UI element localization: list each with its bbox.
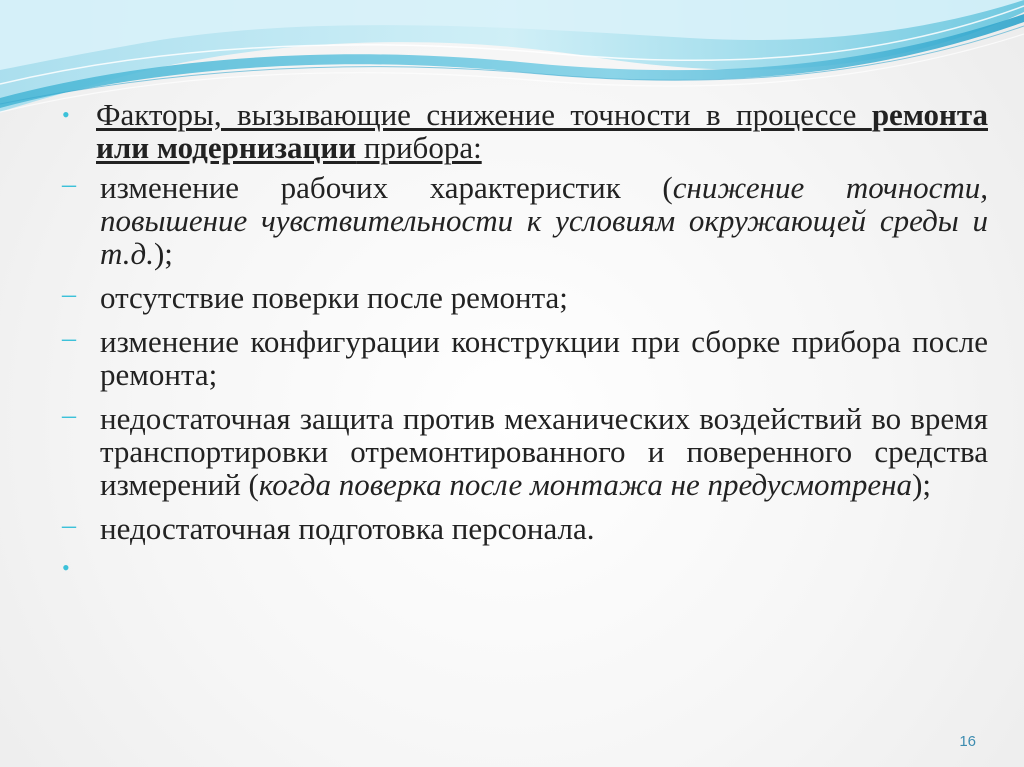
list-item-text: изменение рабочих характеристик (	[100, 170, 673, 205]
list-item-tail: );	[912, 467, 931, 502]
dash-marker-icon: –	[62, 323, 76, 354]
bullet-dot-icon: •	[62, 555, 70, 580]
list-item-text: недостаточная подготовка персонала.	[100, 511, 595, 546]
list-item	[62, 281, 988, 314]
dash-marker-icon: –	[62, 279, 76, 310]
list-item-italic: снижение точности, повышение чувствительности к условиям окружающей среды и т.д.	[100, 170, 988, 271]
heading-text-end: прибора:	[356, 130, 482, 165]
list-item	[62, 325, 988, 391]
heading-bold-text: ремонта или модернизации	[96, 97, 988, 165]
list-item	[62, 171, 988, 270]
dash-marker-icon: –	[62, 400, 76, 431]
list-item-text: изменение конфигурации конструкции при сборке прибора после ремонта;	[100, 324, 988, 392]
dash-marker-icon: –	[62, 169, 76, 200]
list-item	[62, 512, 988, 545]
dash-marker-icon: –	[62, 510, 76, 541]
heading-text: Факторы, вызывающие снижение точности в процессе	[96, 97, 872, 132]
bullet-dot-icon: •	[62, 102, 70, 127]
list-item-text: отсутствие поверки после ремонта;	[100, 280, 568, 315]
list-item-italic: когда поверка после монтажа не предусмотрена	[258, 467, 913, 502]
page-number: 16	[959, 733, 976, 750]
list-item-text: недостаточная защита против механических воздействий во время транспортировки отремонтированного и поверенного средства измерений (	[100, 401, 988, 502]
slide-content	[62, 98, 988, 584]
empty-bullet	[62, 551, 988, 584]
list-item	[62, 402, 988, 501]
list-item-tail: );	[153, 236, 173, 271]
heading-bullet	[62, 98, 988, 164]
